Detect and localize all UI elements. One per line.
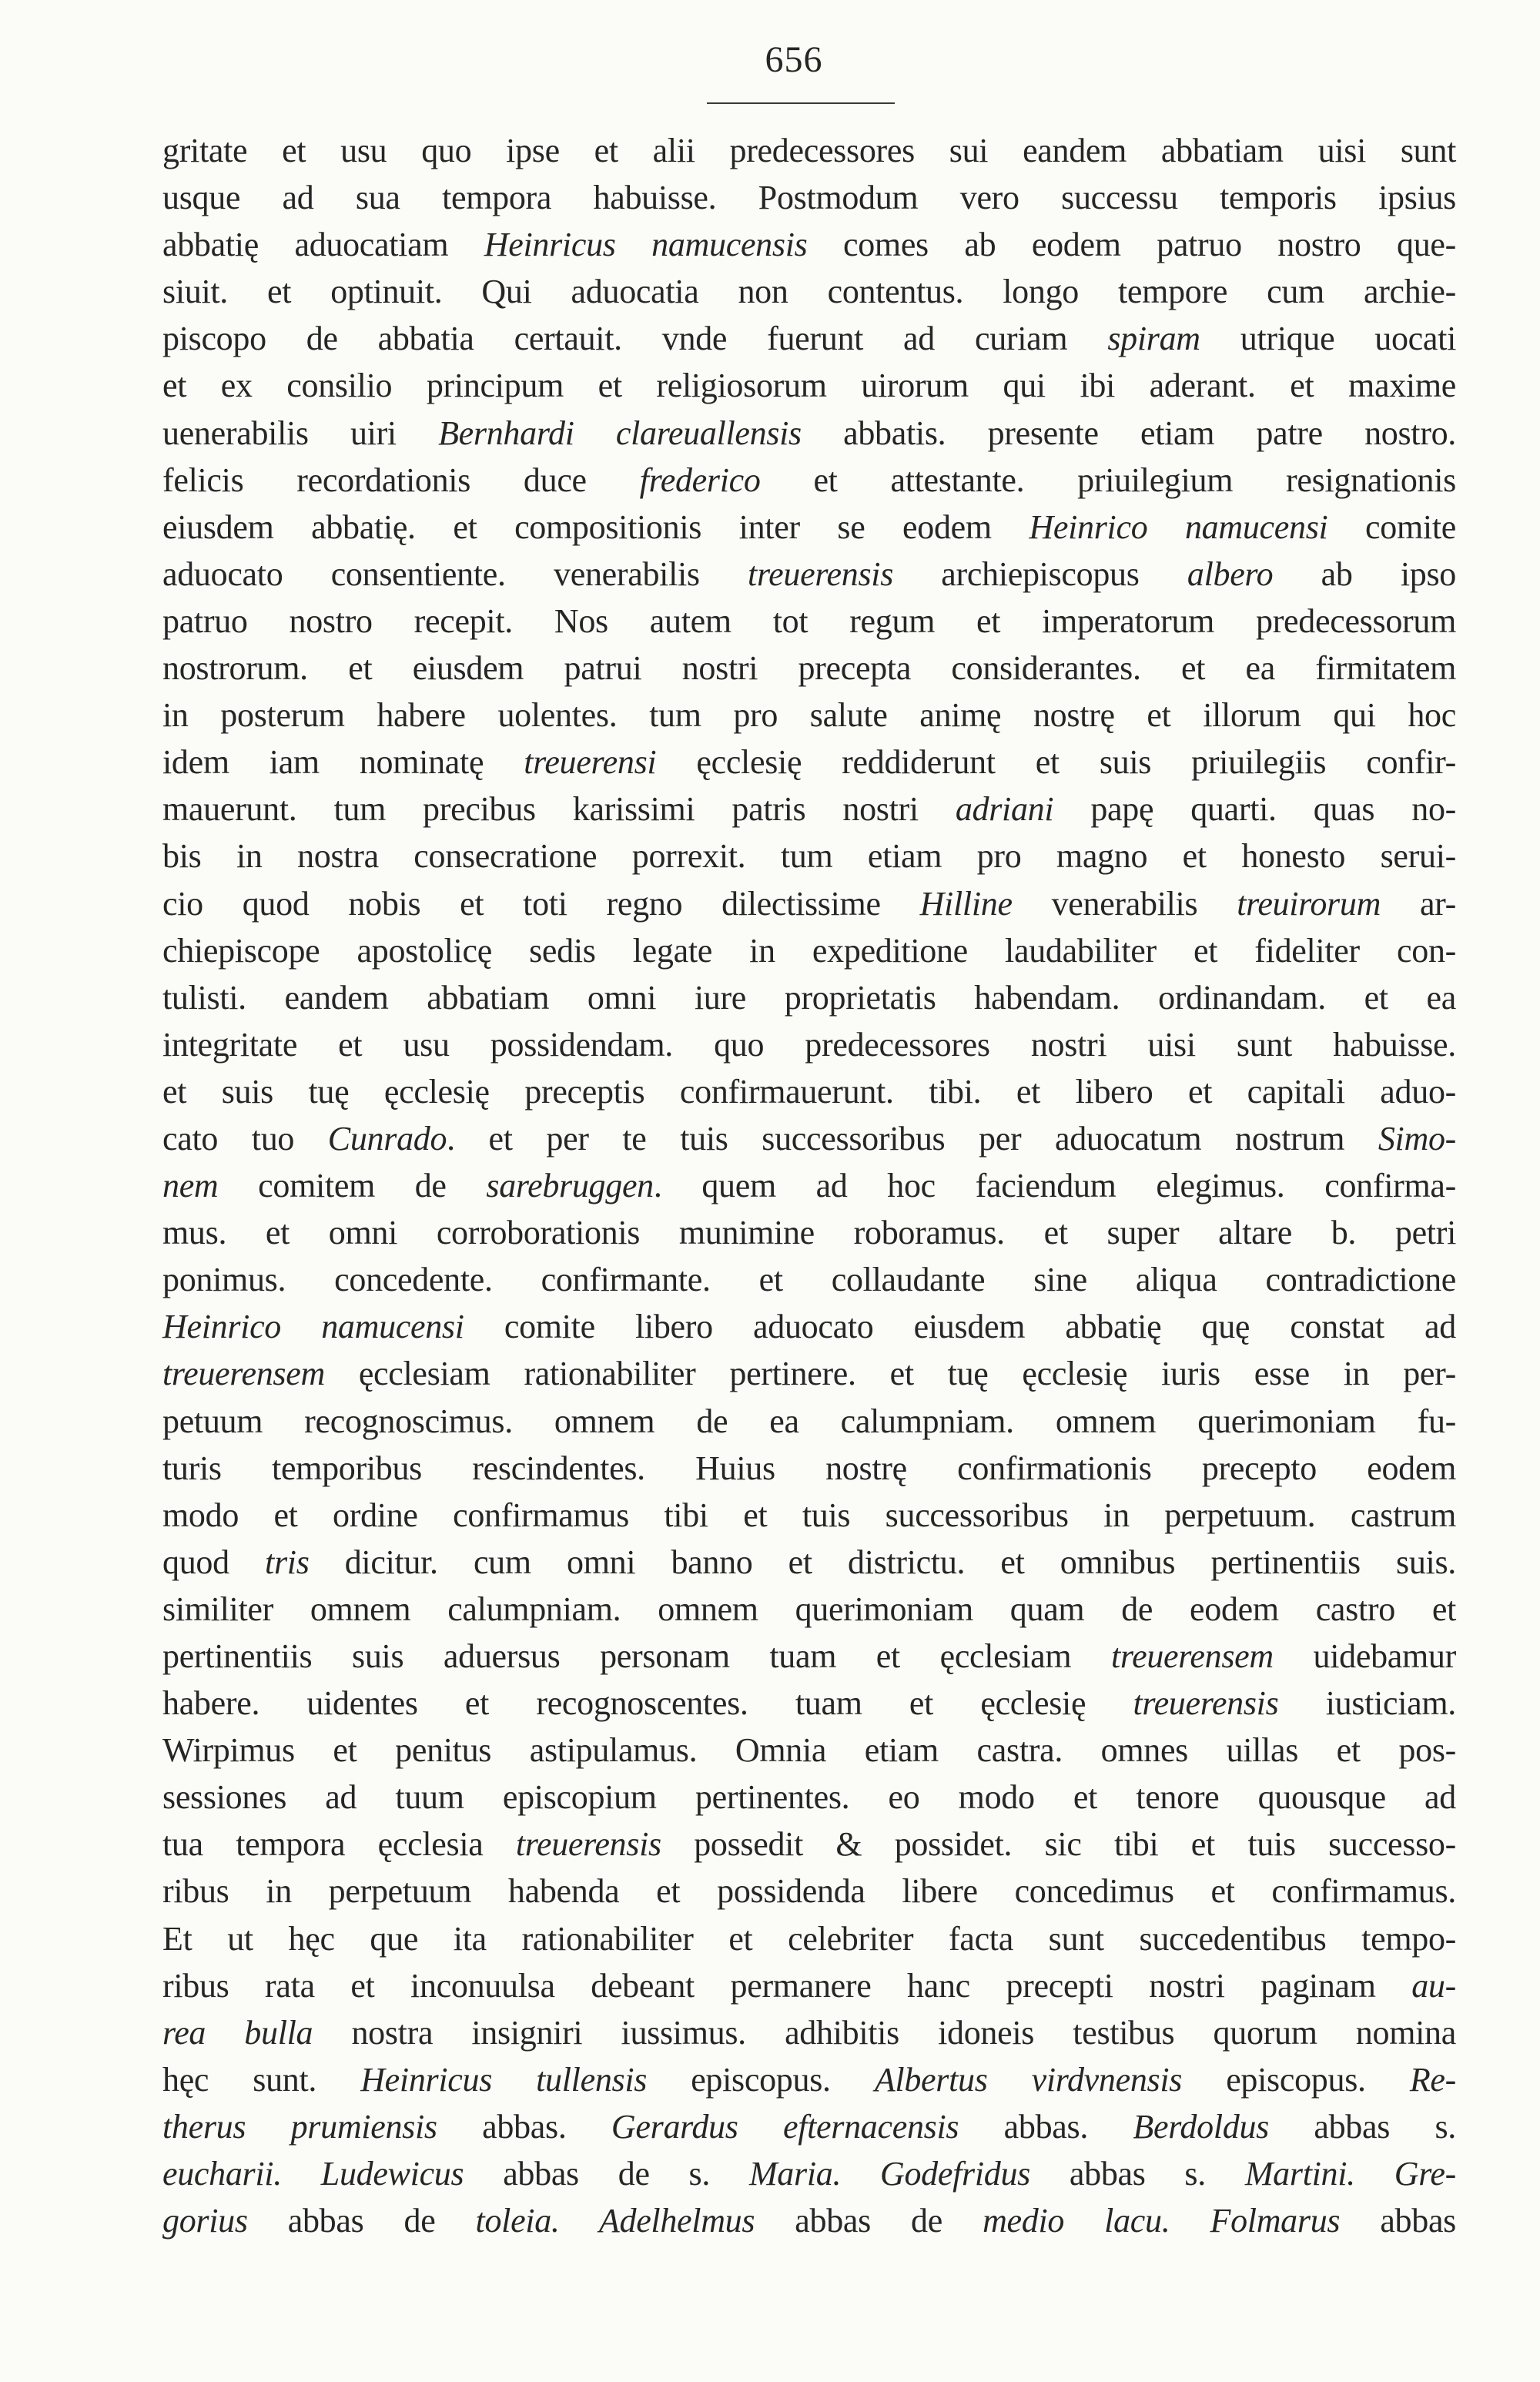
text-segment: abbatis. presente etiam patre nostro. — [801, 414, 1456, 452]
italic-name-segment: sarebruggen — [486, 1167, 654, 1205]
text-line — [162, 315, 1456, 362]
italic-name-segment: au- — [1411, 1966, 1456, 2005]
text-line — [162, 974, 1456, 1021]
italic-name-segment: nem — [162, 1167, 219, 1205]
italic-name-segment: gorius — [162, 2202, 248, 2240]
text-segment: nostra insigniri iussimus. adhibitis idoneis testibus quorum nomina — [313, 2013, 1456, 2052]
text-line — [162, 1350, 1456, 1397]
text-segment: archiepiscopus — [893, 554, 1187, 593]
text-segment: abbas s. — [1030, 2155, 1245, 2193]
text-segment: abbatię aduocatiam — [162, 226, 484, 264]
text-line — [162, 786, 1456, 833]
italic-name-segment: Albertus virdvnensis — [874, 2060, 1183, 2099]
text-segment: pertinentiis suis aduersus personam tuam et ęcclesiam — [162, 1637, 1111, 1675]
text-segment: ar- — [1381, 884, 1456, 923]
text-segment: gritate et usu quo ipse et alii predecessores sui eandem abbatiam uisi sunt — [162, 132, 1456, 169]
italic-name-segment: Hilline — [919, 884, 1013, 923]
text-segment: piscopo de abbatia certauit. vnde fuerunt ad curiam — [162, 320, 1108, 358]
text-line — [162, 127, 1456, 174]
text-line — [162, 1821, 1456, 1868]
text-line — [162, 221, 1456, 268]
text-segment: petuum recognoscimus. omnem de ea calumpniam. omnem querimoniam fu- — [162, 1402, 1456, 1440]
text-segment: abbas de — [247, 2202, 476, 2240]
italic-name-segment: treuerensem — [162, 1355, 325, 1393]
text-segment: ab ipso — [1273, 554, 1456, 593]
text-segment: et attestante. priuilegium resignationis — [760, 461, 1456, 499]
text-segment: siuit. et optinuit. Qui aduocatia non contentus. longo tempore cum archie- — [162, 273, 1456, 311]
text-segment: episcopus. — [647, 2060, 875, 2099]
text-segment: ribus rata et inconuulsa debeant permanere hanc precepti nostri paginam — [162, 1966, 1412, 2005]
italic-name-segment: Heinrico namucensi — [1029, 508, 1328, 546]
text-segment: possedit & possidet. sic tibi et tuis successo- — [661, 1825, 1456, 1864]
text-segment: mus. et omni corroborationis munimine roboramus. et super altare b. petri — [162, 1214, 1456, 1252]
text-line — [162, 1256, 1456, 1303]
italic-name-segment: Martini. Gre- — [1244, 2155, 1456, 2193]
text-line — [162, 739, 1456, 786]
text-segment: comitem de — [218, 1167, 487, 1205]
text-segment: aduocato consentiente. venerabilis — [162, 554, 748, 593]
text-segment: tulisti. eandem abbatiam omni iure proprietatis habendam. ordinandam. et ea — [162, 978, 1456, 1017]
text-segment: comite — [1327, 508, 1456, 546]
text-segment: . et per te tuis successoribus per aduocatum nostrum — [447, 1119, 1378, 1157]
italic-name-segment: medio lacu. Folmarus — [983, 2202, 1341, 2240]
page-number: 656 — [765, 39, 823, 80]
text-segment: ęcclesiam rationabiliter pertinere. et tuę ęcclesię iuris esse in per- — [324, 1355, 1456, 1393]
text-segment: utrique uocati — [1200, 320, 1456, 358]
text-segment: ponimus. concedente. confirmante. et collaudante sine aliqua contradictione — [162, 1261, 1456, 1299]
text-segment: episcopus. — [1182, 2060, 1410, 2099]
text-line — [162, 692, 1456, 739]
text-line — [162, 1586, 1456, 1633]
italic-name-segment: frederico — [639, 461, 761, 499]
text-segment: turis temporibus rescindentes. Huius nostrę confirmationis precepto eodem — [162, 1449, 1456, 1487]
text-segment: ribus in perpetuum habenda et possidenda libere concedimus et confirmamus. — [162, 1872, 1456, 1911]
italic-name-segment: Heinricus namucensis — [484, 226, 808, 264]
text-segment: abbas. — [437, 2107, 611, 2146]
text-line — [162, 1727, 1456, 1774]
text-line — [162, 504, 1456, 551]
italic-name-segment: therus prumiensis — [162, 2107, 437, 2146]
text-segment: dicitur. cum omni banno et districtu. et omnibus pertinentiis suis. — [309, 1543, 1456, 1581]
italic-name-segment: Cunrado — [327, 1119, 447, 1157]
text-line — [162, 927, 1456, 974]
italic-name-segment: rea bulla — [162, 2013, 313, 2052]
text-segment: uidebamur — [1273, 1637, 1456, 1675]
italic-name-segment: tris — [265, 1543, 310, 1581]
text-line — [162, 410, 1456, 457]
text-segment: abbas. — [959, 2107, 1133, 2146]
text-line — [162, 1915, 1456, 1962]
text-line — [162, 598, 1456, 645]
italic-name-segment: Re- — [1409, 2060, 1456, 2099]
text-segment: quod — [162, 1543, 266, 1581]
italic-name-segment: albero — [1187, 554, 1274, 593]
text-segment: chiepiscope apostolicę sedis legate in expeditione laudabiliter et fideliter con- — [162, 931, 1456, 970]
text-segment: cato tuo — [162, 1119, 328, 1157]
text-line — [162, 1209, 1456, 1256]
text-line — [162, 1162, 1456, 1209]
text-line — [162, 2150, 1456, 2197]
text-segment: felicis recordationis duce — [162, 461, 640, 499]
text-segment: integritate et usu possidendam. quo predecessores nostri uisi sunt habuisse. — [162, 1025, 1456, 1064]
text-line — [162, 457, 1456, 504]
text-segment: cio quod nobis et toti regno dilectissime — [162, 884, 920, 923]
text-line — [162, 2197, 1456, 2244]
text-segment: comes ab eodem patruo nostro que- — [807, 226, 1456, 264]
text-line — [162, 1868, 1456, 1915]
italic-name-segment: spiram — [1107, 320, 1200, 358]
italic-name-segment: Simo- — [1378, 1119, 1457, 1157]
text-segment: iusticiam. — [1278, 1684, 1456, 1723]
text-segment: venerabilis — [1012, 884, 1237, 923]
text-line — [162, 1303, 1456, 1350]
italic-name-segment: toleia. Adelhelmus — [475, 2202, 755, 2240]
text-segment: tua tempora ęcclesia — [162, 1825, 516, 1864]
text-line — [162, 2056, 1456, 2103]
text-line — [162, 1398, 1456, 1445]
text-segment: . quem ad hoc faciendum elegimus. confirma- — [653, 1167, 1456, 1205]
text-segment: et suis tuę ęcclesię preceptis confirmauerunt. tibi. et libero et capitali aduo- — [162, 1072, 1456, 1111]
italic-name-segment: treuerensis — [1133, 1684, 1279, 1723]
text-line — [162, 1492, 1456, 1539]
text-line — [162, 1539, 1456, 1586]
text-segment: usque ad sua tempora habuisse. Postmodum vero successu temporis ipsius — [162, 179, 1456, 217]
text-segment: abbas de — [755, 2202, 983, 2240]
text-segment: sessiones ad tuum episcopium pertinentes. eo modo et tenore quousque ad — [162, 1778, 1456, 1817]
italic-name-segment: Gerardus efternacensis — [611, 2107, 959, 2146]
italic-name-segment: adriani — [955, 790, 1054, 829]
italic-name-segment: treuirorum — [1237, 884, 1381, 923]
text-segment: in posterum habere uolentes. tum pro salute animę nostrę et illorum qui hoc — [162, 696, 1456, 735]
italic-name-segment: treuerensis — [515, 1825, 661, 1864]
text-line — [162, 880, 1456, 927]
text-segment: Et ut hęc que ita rationabiliter et celebriter facta sunt succedentibus tempo- — [162, 1919, 1456, 1958]
text-segment: habere. uidentes et recognoscentes. tuam et ęcclesię — [162, 1684, 1133, 1723]
text-segment: similiter omnem calumpniam. omnem querimoniam quam de eodem castro et — [162, 1590, 1456, 1628]
italic-name-segment: treuerensem — [1110, 1637, 1274, 1675]
text-line — [162, 2103, 1456, 2150]
italic-name-segment: Bernhardi clareuallensis — [438, 414, 802, 452]
text-line — [162, 551, 1456, 598]
text-line — [162, 1115, 1456, 1162]
text-segment: eiusdem abbatię. et compositionis inter se eodem — [162, 508, 1029, 546]
text-segment: abbas — [1340, 2202, 1456, 2240]
text-segment: uenerabilis uiri — [162, 414, 439, 452]
italic-name-segment: Maria. Godefridus — [748, 2155, 1031, 2193]
text-line — [162, 174, 1456, 221]
text-segment: abbas s. — [1268, 2107, 1456, 2146]
text-line — [162, 833, 1456, 879]
text-segment: abbas de s. — [464, 2155, 749, 2193]
text-line — [162, 362, 1456, 409]
text-line — [162, 1774, 1456, 1821]
text-line — [162, 1680, 1456, 1727]
text-segment: papę quarti. quas no- — [1053, 790, 1457, 829]
text-segment: mauerunt. tum precibus karissimi patris nostri — [162, 790, 956, 829]
italic-name-segment: treuerensi — [524, 743, 657, 782]
text-segment: ęcclesię reddiderunt et suis priuilegiis confir- — [656, 743, 1456, 782]
text-segment: bis in nostra consecratione porrexit. tum etiam pro magno et honesto serui- — [162, 837, 1456, 876]
italic-name-segment: treuerensis — [748, 554, 894, 593]
text-segment: comite libero aduocato eiusdem abbatię quę constat ad — [464, 1308, 1456, 1346]
header-rule — [707, 102, 895, 104]
italic-name-segment: Heinrico namucensi — [162, 1308, 464, 1346]
italic-name-segment: eucharii. Ludewicus — [162, 2155, 464, 2193]
italic-name-segment: Heinricus tullensis — [360, 2060, 648, 2099]
text-line — [162, 1633, 1456, 1680]
text-segment: modo et ordine confirmamus tibi et tuis successoribus in perpetuum. castrum — [162, 1496, 1456, 1534]
text-line — [162, 645, 1456, 692]
body-text — [162, 127, 1456, 2244]
text-segment: Wirpimus et penitus astipulamus. Omnia etiam castra. omnes uillas et pos- — [162, 1731, 1456, 1770]
text-segment: nostrorum. et eiusdem patrui nostri precepta considerantes. et ea firmitatem — [162, 649, 1456, 688]
text-line — [162, 1021, 1456, 1068]
text-segment: et ex consilio principum et religiosorum uirorum qui ibi aderant. et maxime — [162, 367, 1456, 405]
text-line — [162, 1962, 1456, 2009]
text-line — [162, 1445, 1456, 1492]
text-segment: idem iam nominatę — [162, 743, 524, 782]
text-segment: patruo nostro recepit. Nos autem tot regum et imperatorum predecessorum — [162, 601, 1456, 640]
text-line — [162, 268, 1456, 315]
italic-name-segment: Berdoldus — [1133, 2107, 1269, 2146]
text-line — [162, 1068, 1456, 1115]
text-line — [162, 2009, 1456, 2056]
text-segment: hęc sunt. — [162, 2060, 361, 2099]
